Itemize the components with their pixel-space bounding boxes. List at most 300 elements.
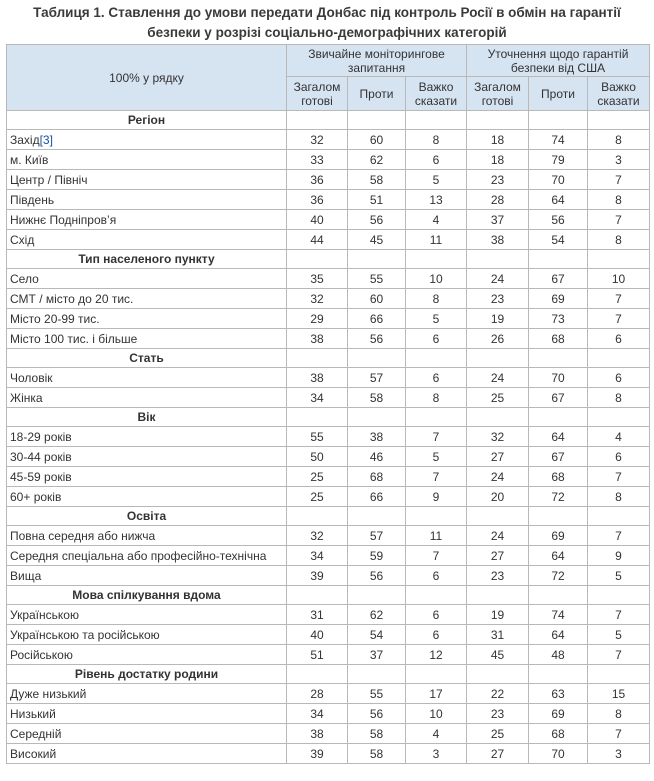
value-cell: 18 bbox=[467, 150, 529, 170]
value-cell: 32 bbox=[467, 427, 529, 447]
value-cell: 68 bbox=[529, 329, 588, 349]
value-cell: 23 bbox=[467, 704, 529, 724]
section-empty-cell bbox=[529, 665, 588, 684]
value-cell: 5 bbox=[406, 309, 467, 329]
value-cell: 57 bbox=[348, 368, 406, 388]
section-empty-cell bbox=[467, 665, 529, 684]
section-empty-cell bbox=[588, 408, 650, 427]
section-empty-cell bbox=[348, 349, 406, 368]
table-row bbox=[7, 130, 650, 150]
value-cell: 38 bbox=[467, 230, 529, 250]
value-cell: 54 bbox=[348, 625, 406, 645]
row-label: 45-59 років bbox=[10, 469, 72, 484]
value-cell: 55 bbox=[348, 684, 406, 704]
row-label-cell bbox=[7, 130, 287, 150]
value-cell: 39 bbox=[287, 744, 348, 764]
subheader-ready: Загалом готові bbox=[467, 77, 529, 111]
group-header-us-guarantees: Уточнення щодо гарантій безпеки від США bbox=[467, 45, 650, 77]
subheader-against: Проти bbox=[529, 77, 588, 111]
section-title: Тип населеного пункту bbox=[7, 250, 287, 269]
section-empty-cell bbox=[588, 111, 650, 130]
value-cell: 63 bbox=[529, 684, 588, 704]
value-cell: 8 bbox=[588, 704, 650, 724]
section-empty-cell bbox=[287, 586, 348, 605]
section-title: Вік bbox=[7, 408, 287, 427]
value-cell: 23 bbox=[467, 170, 529, 190]
value-cell: 8 bbox=[406, 289, 467, 309]
section-empty-cell bbox=[588, 250, 650, 269]
value-cell: 4 bbox=[406, 724, 467, 744]
row-label: 60+ років bbox=[10, 489, 62, 504]
value-cell: 37 bbox=[348, 645, 406, 665]
value-cell: 66 bbox=[348, 309, 406, 329]
value-cell: 3 bbox=[406, 744, 467, 764]
table-row bbox=[7, 309, 650, 329]
value-cell: 34 bbox=[287, 388, 348, 408]
table-row bbox=[7, 427, 650, 447]
value-cell: 11 bbox=[406, 526, 467, 546]
row-label: Центр / Північ bbox=[10, 172, 88, 187]
row-label: Українською bbox=[10, 607, 79, 622]
table-row bbox=[7, 170, 650, 190]
table-row bbox=[7, 487, 650, 507]
table-row bbox=[7, 526, 650, 546]
value-cell: 58 bbox=[348, 170, 406, 190]
value-cell: 17 bbox=[406, 684, 467, 704]
value-cell: 58 bbox=[348, 744, 406, 764]
value-cell: 64 bbox=[529, 625, 588, 645]
value-cell: 28 bbox=[287, 684, 348, 704]
section-empty-cell bbox=[287, 665, 348, 684]
row-label: Нижнє Подніпров’я bbox=[10, 212, 117, 227]
value-cell: 33 bbox=[287, 150, 348, 170]
footnote-link[interactable]: [3] bbox=[39, 132, 53, 147]
value-cell: 7 bbox=[588, 467, 650, 487]
section-row bbox=[7, 349, 650, 368]
section-empty-cell bbox=[529, 507, 588, 526]
value-cell: 6 bbox=[406, 329, 467, 349]
section-empty-cell bbox=[348, 586, 406, 605]
section-empty-cell bbox=[529, 349, 588, 368]
section-empty-cell bbox=[287, 507, 348, 526]
section-empty-cell bbox=[467, 507, 529, 526]
row-label: Вища bbox=[10, 568, 42, 583]
value-cell: 4 bbox=[588, 427, 650, 447]
section-empty-cell bbox=[348, 507, 406, 526]
value-cell: 7 bbox=[406, 546, 467, 566]
section-empty-cell bbox=[467, 111, 529, 130]
row-label-cell bbox=[7, 170, 287, 190]
row-label-cell bbox=[7, 625, 287, 645]
value-cell: 36 bbox=[287, 190, 348, 210]
value-cell: 7 bbox=[588, 170, 650, 190]
row-label-cell bbox=[7, 605, 287, 625]
value-cell: 68 bbox=[529, 724, 588, 744]
value-cell: 35 bbox=[287, 269, 348, 289]
value-cell: 34 bbox=[287, 704, 348, 724]
section-empty-cell bbox=[406, 250, 467, 269]
table-row bbox=[7, 566, 650, 586]
value-cell: 38 bbox=[348, 427, 406, 447]
table-body bbox=[7, 111, 650, 764]
table-row bbox=[7, 210, 650, 230]
row-label: Село bbox=[10, 271, 39, 286]
value-cell: 36 bbox=[287, 170, 348, 190]
row-label-cell bbox=[7, 289, 287, 309]
value-cell: 25 bbox=[287, 487, 348, 507]
value-cell: 27 bbox=[467, 546, 529, 566]
value-cell: 56 bbox=[348, 566, 406, 586]
value-cell: 5 bbox=[588, 625, 650, 645]
table-row bbox=[7, 744, 650, 764]
corner-header: 100% у рядку bbox=[7, 45, 287, 111]
row-label: Низький bbox=[10, 706, 56, 721]
table-row bbox=[7, 447, 650, 467]
value-cell: 67 bbox=[529, 388, 588, 408]
value-cell: 74 bbox=[529, 605, 588, 625]
row-label-cell bbox=[7, 269, 287, 289]
value-cell: 28 bbox=[467, 190, 529, 210]
value-cell: 38 bbox=[287, 724, 348, 744]
row-label: 18-29 років bbox=[10, 429, 72, 444]
section-empty-cell bbox=[467, 586, 529, 605]
row-label: Схід bbox=[10, 232, 35, 247]
row-label: Українською та російською bbox=[10, 627, 160, 642]
value-cell: 55 bbox=[348, 269, 406, 289]
value-cell: 50 bbox=[287, 447, 348, 467]
value-cell: 31 bbox=[467, 625, 529, 645]
value-cell: 6 bbox=[406, 566, 467, 586]
value-cell: 68 bbox=[529, 467, 588, 487]
value-cell: 39 bbox=[287, 566, 348, 586]
section-title: Стать bbox=[7, 349, 287, 368]
value-cell: 54 bbox=[529, 230, 588, 250]
row-label-cell bbox=[7, 427, 287, 447]
table-row bbox=[7, 546, 650, 566]
value-cell: 20 bbox=[467, 487, 529, 507]
value-cell: 6 bbox=[406, 605, 467, 625]
row-label-cell bbox=[7, 526, 287, 546]
section-empty-cell bbox=[406, 408, 467, 427]
table-row bbox=[7, 605, 650, 625]
section-empty-cell bbox=[406, 349, 467, 368]
section-empty-cell bbox=[467, 408, 529, 427]
row-label: Південь bbox=[10, 192, 55, 207]
table-row bbox=[7, 329, 650, 349]
row-label: м. Київ bbox=[10, 152, 49, 167]
value-cell: 57 bbox=[348, 526, 406, 546]
section-row bbox=[7, 111, 650, 130]
row-label: Захід bbox=[10, 132, 40, 147]
value-cell: 64 bbox=[529, 427, 588, 447]
value-cell: 69 bbox=[529, 704, 588, 724]
value-cell: 40 bbox=[287, 625, 348, 645]
value-cell: 38 bbox=[287, 368, 348, 388]
value-cell: 12 bbox=[406, 645, 467, 665]
section-empty-cell bbox=[467, 250, 529, 269]
value-cell: 5 bbox=[406, 170, 467, 190]
value-cell: 7 bbox=[406, 427, 467, 447]
value-cell: 19 bbox=[467, 605, 529, 625]
value-cell: 58 bbox=[348, 388, 406, 408]
row-label-cell bbox=[7, 447, 287, 467]
value-cell: 7 bbox=[588, 210, 650, 230]
row-label-cell bbox=[7, 329, 287, 349]
row-label-cell bbox=[7, 230, 287, 250]
row-label-cell bbox=[7, 566, 287, 586]
value-cell: 56 bbox=[529, 210, 588, 230]
row-label-cell bbox=[7, 744, 287, 764]
row-label: Місто 100 тис. і більше bbox=[10, 331, 138, 346]
value-cell: 11 bbox=[406, 230, 467, 250]
row-label: Жінка bbox=[10, 390, 43, 405]
section-title: Рівень достатку родини bbox=[7, 665, 287, 684]
value-cell: 72 bbox=[529, 566, 588, 586]
value-cell: 56 bbox=[348, 329, 406, 349]
section-empty-cell bbox=[287, 408, 348, 427]
row-label: Місто 20-99 тис. bbox=[10, 311, 100, 326]
section-empty-cell bbox=[588, 665, 650, 684]
value-cell: 48 bbox=[529, 645, 588, 665]
row-label: Чоловік bbox=[10, 370, 53, 385]
value-cell: 69 bbox=[529, 526, 588, 546]
value-cell: 24 bbox=[467, 269, 529, 289]
row-label: Дуже низький bbox=[10, 686, 87, 701]
value-cell: 45 bbox=[467, 645, 529, 665]
value-cell: 25 bbox=[287, 467, 348, 487]
section-empty-cell bbox=[467, 349, 529, 368]
value-cell: 51 bbox=[287, 645, 348, 665]
value-cell: 56 bbox=[348, 704, 406, 724]
row-label-cell bbox=[7, 684, 287, 704]
value-cell: 73 bbox=[529, 309, 588, 329]
value-cell: 6 bbox=[406, 368, 467, 388]
table-row bbox=[7, 190, 650, 210]
value-cell: 26 bbox=[467, 329, 529, 349]
value-cell: 37 bbox=[467, 210, 529, 230]
value-cell: 64 bbox=[529, 546, 588, 566]
value-cell: 8 bbox=[588, 388, 650, 408]
section-empty-cell bbox=[406, 586, 467, 605]
value-cell: 59 bbox=[348, 546, 406, 566]
value-cell: 58 bbox=[348, 724, 406, 744]
section-empty-cell bbox=[348, 408, 406, 427]
row-label-cell bbox=[7, 150, 287, 170]
value-cell: 8 bbox=[588, 190, 650, 210]
row-label-cell bbox=[7, 487, 287, 507]
row-label: Середній bbox=[10, 726, 62, 741]
subheader-hard-to-say: Важко сказати bbox=[588, 77, 650, 111]
value-cell: 3 bbox=[588, 150, 650, 170]
value-cell: 55 bbox=[287, 427, 348, 447]
value-cell: 32 bbox=[287, 526, 348, 546]
value-cell: 66 bbox=[348, 487, 406, 507]
value-cell: 29 bbox=[287, 309, 348, 329]
section-empty-cell bbox=[529, 408, 588, 427]
value-cell: 45 bbox=[348, 230, 406, 250]
table-row bbox=[7, 388, 650, 408]
section-empty-cell bbox=[529, 111, 588, 130]
value-cell: 10 bbox=[588, 269, 650, 289]
value-cell: 67 bbox=[529, 269, 588, 289]
table-row bbox=[7, 230, 650, 250]
row-label-cell bbox=[7, 368, 287, 388]
row-label: СМТ / місто до 20 тис. bbox=[10, 291, 134, 306]
value-cell: 7 bbox=[588, 645, 650, 665]
table-row bbox=[7, 684, 650, 704]
row-label: Повна середня або нижча bbox=[10, 528, 156, 543]
value-cell: 8 bbox=[588, 130, 650, 150]
section-title: Освіта bbox=[7, 507, 287, 526]
value-cell: 7 bbox=[588, 724, 650, 744]
section-empty-cell bbox=[529, 250, 588, 269]
section-row bbox=[7, 250, 650, 269]
row-label: Російською bbox=[10, 647, 73, 662]
value-cell: 7 bbox=[588, 309, 650, 329]
value-cell: 8 bbox=[406, 130, 467, 150]
value-cell: 60 bbox=[348, 130, 406, 150]
group-header-monitoring: Звичайне моніторингове запитання bbox=[287, 45, 467, 77]
value-cell: 70 bbox=[529, 368, 588, 388]
value-cell: 23 bbox=[467, 566, 529, 586]
section-empty-cell bbox=[287, 349, 348, 368]
value-cell: 25 bbox=[467, 724, 529, 744]
table-row bbox=[7, 150, 650, 170]
value-cell: 15 bbox=[588, 684, 650, 704]
value-cell: 69 bbox=[529, 289, 588, 309]
section-empty-cell bbox=[406, 111, 467, 130]
value-cell: 64 bbox=[529, 190, 588, 210]
section-title: Мова спілкування вдома bbox=[7, 586, 287, 605]
value-cell: 60 bbox=[348, 289, 406, 309]
table-row bbox=[7, 467, 650, 487]
value-cell: 6 bbox=[588, 368, 650, 388]
table-row bbox=[7, 289, 650, 309]
row-label-cell bbox=[7, 309, 287, 329]
value-cell: 79 bbox=[529, 150, 588, 170]
value-cell: 8 bbox=[588, 230, 650, 250]
value-cell: 31 bbox=[287, 605, 348, 625]
value-cell: 10 bbox=[406, 704, 467, 724]
value-cell: 46 bbox=[348, 447, 406, 467]
value-cell: 62 bbox=[348, 605, 406, 625]
value-cell: 56 bbox=[348, 210, 406, 230]
value-cell: 25 bbox=[467, 388, 529, 408]
value-cell: 6 bbox=[406, 625, 467, 645]
row-label-cell bbox=[7, 724, 287, 744]
table-row bbox=[7, 625, 650, 645]
survey-table bbox=[6, 44, 650, 764]
value-cell: 44 bbox=[287, 230, 348, 250]
value-cell: 7 bbox=[588, 526, 650, 546]
row-label-cell bbox=[7, 388, 287, 408]
subheader-hard-to-say: Важко сказати bbox=[406, 77, 467, 111]
section-empty-cell bbox=[406, 507, 467, 526]
section-empty-cell bbox=[588, 349, 650, 368]
value-cell: 5 bbox=[588, 566, 650, 586]
value-cell: 10 bbox=[406, 269, 467, 289]
value-cell: 74 bbox=[529, 130, 588, 150]
table-header bbox=[7, 45, 650, 111]
value-cell: 7 bbox=[588, 605, 650, 625]
row-label-cell bbox=[7, 645, 287, 665]
table-row bbox=[7, 724, 650, 744]
section-row bbox=[7, 586, 650, 605]
value-cell: 22 bbox=[467, 684, 529, 704]
table-title: Таблиця 1. Ставлення до умови передати Донбас під контроль Росії в обмін на гарантії безпеки у розрізі соціально-демографічних категорій bbox=[33, 5, 621, 40]
value-cell: 40 bbox=[287, 210, 348, 230]
row-label: 30-44 років bbox=[10, 449, 72, 464]
section-empty-cell bbox=[287, 111, 348, 130]
value-cell: 34 bbox=[287, 546, 348, 566]
value-cell: 24 bbox=[467, 526, 529, 546]
value-cell: 24 bbox=[467, 467, 529, 487]
row-label: Високий bbox=[10, 746, 57, 761]
value-cell: 24 bbox=[467, 368, 529, 388]
value-cell: 68 bbox=[348, 467, 406, 487]
value-cell: 9 bbox=[588, 546, 650, 566]
value-cell: 18 bbox=[467, 130, 529, 150]
row-label-cell bbox=[7, 210, 287, 230]
section-empty-cell bbox=[529, 586, 588, 605]
value-cell: 38 bbox=[287, 329, 348, 349]
value-cell: 7 bbox=[406, 467, 467, 487]
value-cell: 7 bbox=[588, 289, 650, 309]
value-cell: 72 bbox=[529, 487, 588, 507]
value-cell: 6 bbox=[588, 447, 650, 467]
value-cell: 70 bbox=[529, 170, 588, 190]
value-cell: 32 bbox=[287, 130, 348, 150]
value-cell: 32 bbox=[287, 289, 348, 309]
value-cell: 67 bbox=[529, 447, 588, 467]
value-cell: 70 bbox=[529, 744, 588, 764]
table-row bbox=[7, 704, 650, 724]
table-row bbox=[7, 368, 650, 388]
section-title: Регіон bbox=[7, 111, 287, 130]
value-cell: 6 bbox=[588, 329, 650, 349]
value-cell: 51 bbox=[348, 190, 406, 210]
row-label: Середня спеціальна або професійно-технічна bbox=[10, 548, 267, 563]
value-cell: 9 bbox=[406, 487, 467, 507]
row-label-cell bbox=[7, 704, 287, 724]
section-empty-cell bbox=[287, 250, 348, 269]
section-empty-cell bbox=[348, 250, 406, 269]
value-cell: 5 bbox=[406, 447, 467, 467]
section-row bbox=[7, 507, 650, 526]
value-cell: 19 bbox=[467, 309, 529, 329]
section-empty-cell bbox=[588, 586, 650, 605]
table-row bbox=[7, 269, 650, 289]
row-label-cell bbox=[7, 467, 287, 487]
row-label-cell bbox=[7, 546, 287, 566]
section-empty-cell bbox=[588, 507, 650, 526]
value-cell: 4 bbox=[406, 210, 467, 230]
value-cell: 6 bbox=[406, 150, 467, 170]
value-cell: 8 bbox=[406, 388, 467, 408]
section-empty-cell bbox=[406, 665, 467, 684]
subheader-ready: Загалом готові bbox=[287, 77, 348, 111]
section-empty-cell bbox=[348, 665, 406, 684]
table-row bbox=[7, 645, 650, 665]
value-cell: 3 bbox=[588, 744, 650, 764]
section-row bbox=[7, 408, 650, 427]
row-label-cell bbox=[7, 190, 287, 210]
value-cell: 8 bbox=[588, 487, 650, 507]
value-cell: 27 bbox=[467, 447, 529, 467]
value-cell: 23 bbox=[467, 289, 529, 309]
subheader-against: Проти bbox=[348, 77, 406, 111]
value-cell: 27 bbox=[467, 744, 529, 764]
